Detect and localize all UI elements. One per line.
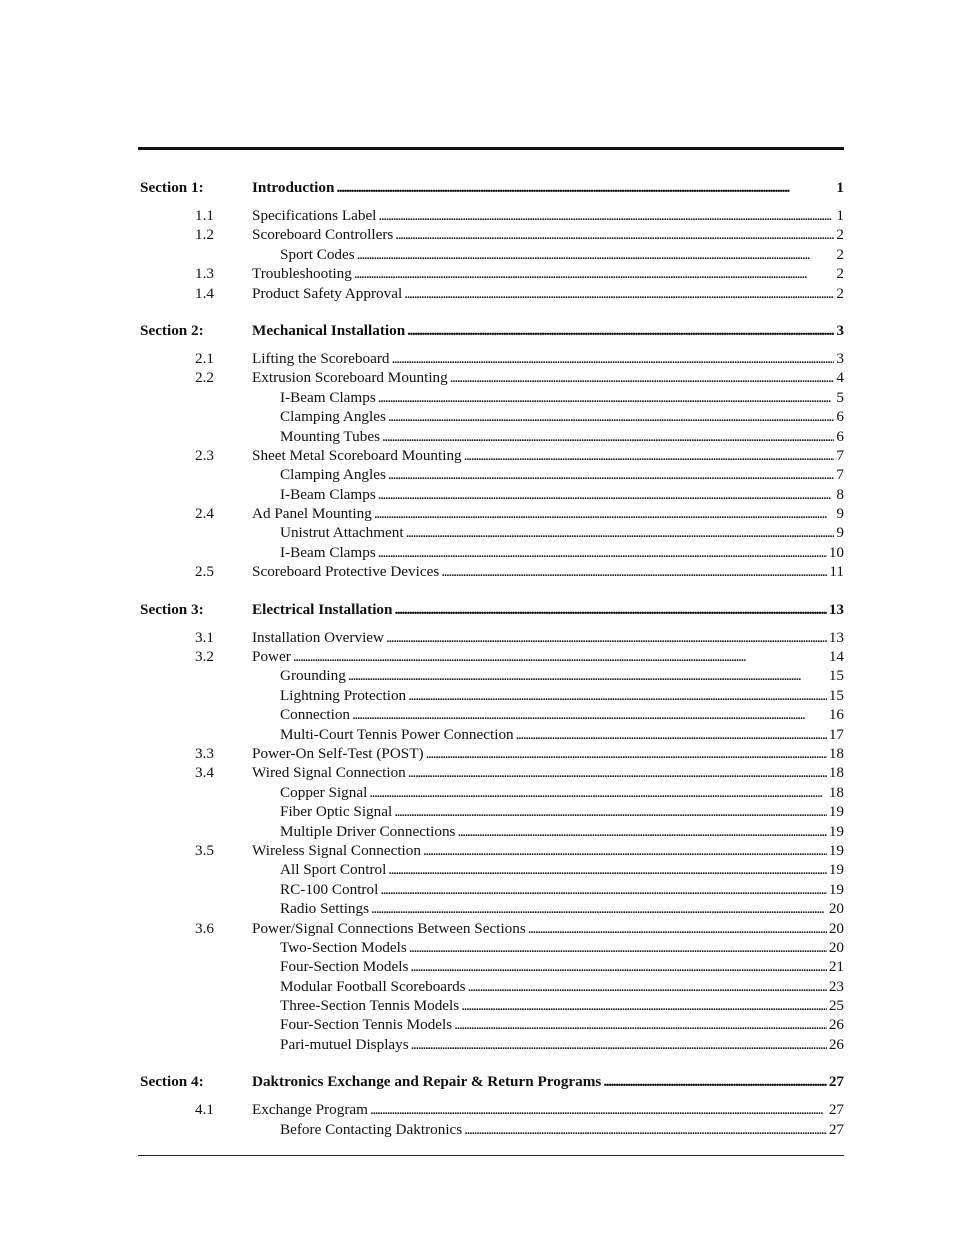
toc-entry [280, 686, 844, 705]
dot-leader [388, 860, 826, 879]
dot-leader [404, 284, 834, 303]
toc-topic-row[interactable] [138, 245, 844, 264]
toc-entry-title[interactable]: Radio Settings [280, 900, 370, 918]
toc-entry [280, 388, 844, 407]
toc-subsection-row[interactable] [138, 225, 844, 244]
toc-page-number[interactable]: 4 [836, 369, 844, 387]
toc-entry-title[interactable]: Four-Section Tennis Models [280, 1016, 453, 1034]
dot-leader [464, 446, 835, 465]
toc-entry [280, 725, 844, 744]
toc-page-number[interactable]: 2 [836, 226, 844, 244]
toc-topic-row[interactable] [138, 1120, 844, 1139]
dot-leader [516, 725, 827, 744]
toc-entry-title[interactable]: Electrical Installation [252, 600, 393, 618]
toc-entry-title[interactable]: Wireless Signal Connection [252, 841, 421, 859]
dot-leader [388, 407, 835, 426]
toc-page-number[interactable]: 11 [829, 563, 844, 581]
toc-subsection-row[interactable] [138, 504, 844, 523]
toc-topic-row[interactable] [138, 485, 844, 504]
toc-page-number[interactable]: 8 [836, 485, 844, 503]
toc-page-number[interactable]: 19 [828, 822, 844, 840]
toc-page-number[interactable]: 25 [828, 997, 844, 1015]
dot-leader [464, 1120, 827, 1139]
toc-entry-number: 1.3 [195, 265, 214, 283]
dot-leader [378, 543, 827, 562]
dot-leader [348, 666, 827, 685]
dot-leader [354, 264, 835, 283]
toc-entry-title[interactable]: Modular Football Scoreboards [280, 977, 466, 995]
toc-entry-number: 3.1 [195, 628, 214, 646]
toc-entry-number: Section 3: [140, 600, 204, 618]
toc-subsection-row[interactable] [138, 841, 844, 860]
toc-entry [280, 1015, 844, 1034]
dot-leader [410, 957, 826, 976]
toc-page-number[interactable]: 18 [828, 744, 844, 762]
toc-entry [280, 996, 844, 1015]
toc-entry [252, 1071, 844, 1093]
toc-page-number[interactable]: 18 [828, 783, 844, 801]
toc-entry-number: 3.4 [195, 764, 214, 782]
toc-entry [252, 504, 844, 523]
toc-entry-title[interactable]: Clamping Angles [280, 466, 386, 484]
toc-topic-row[interactable] [138, 783, 844, 802]
toc-entry-title[interactable]: Extrusion Scoreboard Mounting [252, 369, 448, 387]
toc-entry [252, 206, 844, 225]
toc-subsection-row[interactable] [138, 284, 844, 303]
toc-entry [280, 666, 844, 685]
toc-entry-title[interactable]: I-Beam Clamps [280, 485, 376, 503]
toc-entry [280, 245, 844, 264]
toc-page-number[interactable]: 9 [836, 524, 844, 542]
top-rule [138, 147, 844, 150]
toc-entry [252, 264, 844, 283]
toc-entry-number: 3.5 [195, 841, 214, 859]
toc-topic-row[interactable] [138, 977, 844, 996]
dot-leader [378, 206, 834, 225]
dot-leader [406, 523, 835, 542]
toc-page-number[interactable]: 9 [836, 505, 844, 523]
toc-entry-number: 2.2 [195, 369, 214, 387]
dot-leader [394, 802, 827, 821]
toc-subsection-row[interactable] [138, 744, 844, 763]
toc-entry [252, 284, 844, 303]
dot-leader [441, 562, 827, 581]
toc-entry [280, 822, 844, 841]
toc-entry-number: 2.4 [195, 505, 214, 523]
toc-page-number[interactable]: 7 [836, 466, 844, 484]
toc-entry [252, 599, 844, 621]
dot-leader [603, 1071, 827, 1093]
toc-entry-number: 1.4 [195, 284, 214, 302]
toc-entry [252, 919, 844, 938]
toc-page-number[interactable]: 13 [828, 628, 844, 646]
toc-entry-title[interactable]: Fiber Optic Signal [280, 803, 393, 821]
toc-entry-title[interactable]: Multi-Court Tennis Power Connection [280, 725, 514, 743]
toc-subsection-row[interactable] [138, 562, 844, 581]
toc-entry-title[interactable]: Introduction [252, 179, 335, 196]
toc-entry-title[interactable]: Sheet Metal Scoreboard Mounting [252, 446, 462, 464]
toc-section-row[interactable] [138, 177, 844, 199]
toc-entry-title[interactable]: Copper Signal [280, 783, 368, 801]
toc-topic-row[interactable] [138, 860, 844, 879]
toc-page-number[interactable]: 13 [828, 600, 844, 618]
toc-entry-title[interactable]: Product Safety Approval [252, 284, 403, 302]
dot-leader [395, 225, 834, 244]
toc-page-number[interactable]: 15 [828, 686, 844, 704]
toc-page-number[interactable]: 18 [828, 764, 844, 782]
toc-entry [280, 977, 844, 996]
toc-topic-row[interactable] [138, 388, 844, 407]
toc-entry-title[interactable]: Four-Section Models [280, 958, 409, 976]
toc-subsection-row[interactable] [138, 1100, 844, 1119]
toc-topic-row[interactable] [138, 666, 844, 685]
toc-entry-title[interactable]: Installation Overview [252, 628, 385, 646]
dot-leader [388, 465, 835, 484]
toc-page-number[interactable]: 6 [836, 408, 844, 426]
toc-page-number[interactable]: 6 [836, 427, 844, 445]
table-of-contents [138, 177, 844, 1139]
toc-entry [280, 880, 844, 899]
toc-page-number[interactable]: 21 [828, 958, 844, 976]
toc-topic-row[interactable] [138, 543, 844, 562]
toc-entry-title[interactable]: Power/Signal Connections Between Sections [252, 919, 526, 937]
toc-subsection-row[interactable] [138, 349, 844, 368]
toc-entry-title[interactable]: I-Beam Clamps [280, 543, 376, 561]
toc-entry-title[interactable]: Scoreboard Controllers [252, 226, 394, 244]
dot-leader [423, 841, 827, 860]
toc-entry-title[interactable]: All Sport Control [280, 861, 387, 879]
toc-entry-title[interactable]: Troubleshooting [252, 265, 352, 283]
toc-page-number[interactable]: 15 [828, 667, 844, 685]
toc-page-number[interactable]: 26 [828, 1035, 844, 1053]
toc-entry-title[interactable]: Multiple Driver Connections [280, 822, 456, 840]
toc-entry [252, 562, 844, 581]
dot-leader [457, 822, 826, 841]
toc-page-number[interactable]: 20 [828, 938, 844, 956]
toc-entry-title[interactable]: Power-On Self-Test (POST) [252, 744, 424, 762]
dot-leader [378, 485, 835, 504]
toc-entry [280, 1035, 844, 1054]
toc-entry [252, 225, 844, 244]
toc-page-number[interactable]: 5 [836, 388, 844, 406]
toc-entry [252, 763, 844, 782]
toc-topic-row[interactable] [138, 957, 844, 976]
toc-entry [252, 744, 844, 763]
toc-entry-title[interactable]: Pari-mutuel Displays [280, 1035, 409, 1053]
toc-subsection-row[interactable] [138, 446, 844, 465]
toc-entry [252, 841, 844, 860]
toc-entry-title[interactable]: Mechanical Installation [252, 321, 406, 339]
dot-leader [408, 763, 827, 782]
toc-entry-title[interactable]: Scoreboard Protective Devices [252, 563, 440, 581]
toc-entry-title[interactable]: RC-100 Control [280, 880, 379, 898]
toc-entry-title[interactable]: Lightning Protection [280, 686, 407, 704]
dot-leader [408, 686, 827, 705]
toc-entry [280, 407, 844, 426]
toc-entry-title[interactable]: Ad Panel Mounting [252, 505, 372, 523]
toc-entry-number: 3.6 [195, 919, 214, 937]
toc-entry-title[interactable]: Clamping Angles [280, 408, 386, 426]
toc-page-number[interactable]: 27 [828, 1073, 844, 1091]
toc-entry-title[interactable]: Specifications Label [252, 207, 377, 224]
dot-leader [461, 996, 827, 1015]
toc-subsection-row[interactable] [138, 628, 844, 647]
toc-entry [280, 465, 844, 484]
toc-topic-row[interactable] [138, 1035, 844, 1054]
dot-leader [394, 599, 826, 621]
toc-topic-row[interactable] [138, 1015, 844, 1034]
toc-page-number[interactable]: 10 [828, 543, 844, 561]
toc-entry [280, 802, 844, 821]
toc-entry [280, 523, 844, 542]
toc-topic-row[interactable] [138, 996, 844, 1015]
toc-entry-title[interactable]: Wired Signal Connection [252, 764, 406, 782]
toc-page-number[interactable]: 27 [828, 1120, 844, 1138]
toc-entry [280, 938, 844, 957]
toc-entry-title[interactable]: Daktronics Exchange and Repair & Return Programs [252, 1073, 602, 1091]
dot-leader [369, 783, 826, 802]
toc-topic-row[interactable] [138, 802, 844, 821]
toc-topic-row[interactable] [138, 725, 844, 744]
toc-topic-row[interactable] [138, 407, 844, 426]
dot-leader [386, 628, 827, 647]
dot-leader [336, 177, 834, 199]
dot-leader [468, 977, 827, 996]
toc-entry-title[interactable]: Unistrut Attachment [280, 524, 404, 542]
toc-page-number[interactable]: 16 [828, 706, 844, 724]
toc-entry-title[interactable]: Lifting the Scoreboard [252, 349, 390, 367]
toc-entry-number: 1.2 [195, 226, 214, 244]
toc-page-number[interactable]: 2 [836, 284, 844, 302]
toc-entry [280, 1120, 844, 1139]
toc-entry [252, 628, 844, 647]
toc-subsection-row[interactable] [138, 647, 844, 666]
toc-topic-row[interactable] [138, 822, 844, 841]
toc-entry-title[interactable]: Two-Section Models [280, 938, 407, 956]
toc-page-number[interactable]: 19 [828, 841, 844, 859]
toc-topic-row[interactable] [138, 880, 844, 899]
toc-page-number[interactable]: 3 [836, 321, 844, 339]
toc-entry [252, 349, 844, 368]
toc-entry-title[interactable]: I-Beam Clamps [280, 388, 376, 406]
dot-leader [426, 744, 827, 763]
toc-topic-row[interactable] [138, 686, 844, 705]
toc-entry-number: Section 4: [140, 1073, 204, 1091]
toc-entry [252, 1100, 844, 1119]
toc-entry [280, 860, 844, 879]
dot-leader [371, 899, 827, 918]
toc-entry [280, 427, 844, 446]
toc-page-number[interactable]: 27 [828, 1101, 844, 1119]
toc-entry-number: Section 1: [140, 179, 204, 196]
toc-entry-title[interactable]: Mounting Tubes [280, 427, 381, 445]
dot-leader [450, 368, 835, 387]
toc-subsection-row[interactable] [138, 264, 844, 283]
toc-topic-row[interactable] [138, 427, 844, 446]
toc-page-number[interactable]: 14 [828, 648, 844, 666]
toc-page-number[interactable]: 1 [836, 207, 844, 224]
dot-leader [293, 647, 827, 666]
toc-entry-number: 3.2 [195, 648, 214, 666]
toc-topic-row[interactable] [138, 938, 844, 957]
toc-topic-row[interactable] [138, 523, 844, 542]
dot-leader [392, 349, 835, 368]
toc-page-number[interactable]: 3 [836, 349, 844, 367]
toc-page-number[interactable]: 19 [828, 803, 844, 821]
toc-entry [280, 485, 844, 504]
toc-page-number[interactable]: 20 [828, 919, 844, 937]
toc-entry [252, 368, 844, 387]
dot-leader [411, 1035, 827, 1054]
toc-entry-number: 2.5 [195, 563, 214, 581]
toc-page-number[interactable]: 2 [836, 245, 844, 263]
toc-entry [280, 705, 844, 724]
dot-leader [374, 504, 835, 523]
dot-leader [528, 919, 827, 938]
toc-subsection-row[interactable] [138, 206, 844, 225]
toc-entry [280, 899, 844, 918]
toc-page-number[interactable]: 19 [828, 861, 844, 879]
toc-page-number[interactable]: 2 [836, 265, 844, 283]
dot-leader [370, 1100, 827, 1119]
toc-entry-number: 1.1 [195, 207, 214, 224]
toc-entry-title[interactable]: Connection [280, 706, 351, 724]
dot-leader [357, 245, 835, 264]
dot-leader [409, 938, 827, 957]
toc-page-number[interactable]: 20 [828, 900, 844, 918]
toc-topic-row[interactable] [138, 899, 844, 918]
toc-entry [252, 320, 844, 342]
toc-page-number[interactable]: 19 [828, 880, 844, 898]
toc-entry-number: 3.3 [195, 744, 214, 762]
toc-entry-title[interactable]: Grounding [280, 667, 346, 685]
toc-section-row[interactable] [138, 1071, 844, 1093]
toc-page-number[interactable]: 1 [836, 179, 844, 196]
toc-entry [280, 957, 844, 976]
toc-entry [252, 446, 844, 465]
toc-entry-number: Section 2: [140, 321, 204, 339]
dot-leader [382, 427, 834, 446]
toc-topic-row[interactable] [138, 465, 844, 484]
dot-leader [407, 320, 834, 342]
toc-entry [252, 177, 844, 199]
toc-entry-title[interactable]: Before Contacting Daktronics [280, 1120, 463, 1138]
toc-page-number[interactable]: 17 [828, 725, 844, 743]
toc-section-row[interactable] [138, 599, 844, 621]
toc-entry-title[interactable]: Exchange Program [252, 1101, 368, 1119]
toc-entry [280, 783, 844, 802]
dot-leader [378, 388, 835, 407]
toc-subsection-row[interactable] [138, 919, 844, 938]
toc-entry-title[interactable]: Power [252, 648, 291, 666]
bottom-rule [138, 1155, 844, 1156]
dot-leader [380, 880, 827, 899]
toc-entry-number: 2.3 [195, 446, 214, 464]
toc-section-row[interactable] [138, 320, 844, 342]
toc-topic-row[interactable] [138, 705, 844, 724]
toc-entry-title[interactable]: Sport Codes [280, 245, 355, 263]
toc-page-number[interactable]: 7 [836, 446, 844, 464]
toc-subsection-row[interactable] [138, 763, 844, 782]
toc-page-number[interactable]: 26 [828, 1016, 844, 1034]
toc-entry-number: 4.1 [195, 1101, 214, 1119]
toc-entry [252, 647, 844, 666]
dot-leader [352, 705, 827, 724]
toc-entry-title[interactable]: Three-Section Tennis Models [280, 997, 460, 1015]
dot-leader [454, 1015, 827, 1034]
toc-entry [280, 543, 844, 562]
toc-entry-number: 2.1 [195, 349, 214, 367]
toc-subsection-row[interactable] [138, 368, 844, 387]
toc-page-number[interactable]: 23 [828, 977, 844, 995]
